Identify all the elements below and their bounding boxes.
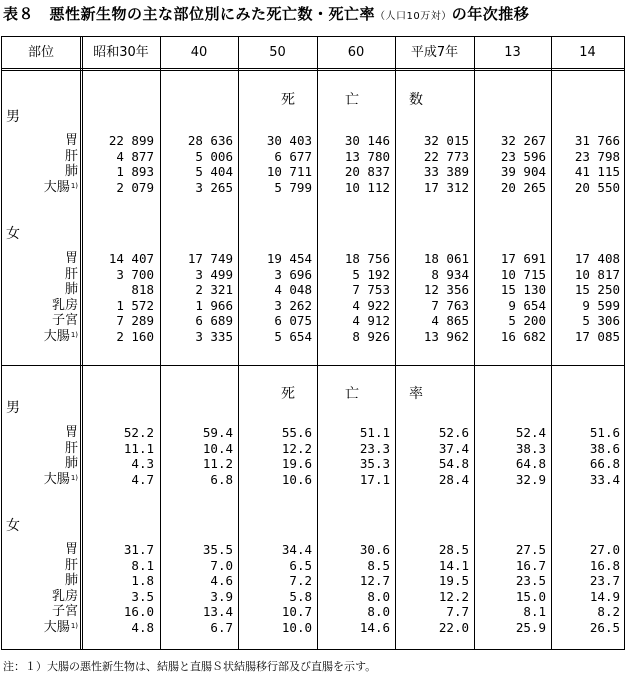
- site-name: 大腸: [43, 471, 70, 487]
- table-cell: 19.6: [281, 456, 312, 472]
- table-cell: 23 596: [500, 148, 546, 164]
- row-label: [2, 251, 78, 267]
- table-cell: 14.6: [359, 620, 390, 635]
- row-label: [2, 180, 78, 196]
- table-row: [2, 251, 624, 267]
- table-cell: 11.1: [123, 440, 154, 456]
- table-cell: 8.1: [131, 557, 154, 573]
- table-cell: 6 677: [274, 148, 312, 164]
- header-year: 60: [347, 45, 365, 60]
- site-name: 乳房: [51, 297, 78, 313]
- site-name: 大腸: [43, 329, 70, 344]
- table-cell: 6 075: [274, 313, 312, 329]
- row-label: [2, 589, 78, 605]
- row-label: [2, 313, 78, 329]
- footnote-marker: 1): [70, 181, 78, 190]
- table-cell: 4 912: [352, 313, 390, 329]
- table-row: [2, 456, 624, 472]
- table-cell: 14.9: [589, 588, 620, 604]
- table-row: [2, 425, 624, 441]
- header-year: 昭和30年: [93, 45, 149, 60]
- table-cell: 5 306: [582, 313, 620, 329]
- header-site: 部位: [27, 45, 54, 60]
- row-label: [2, 558, 78, 574]
- header-year: 40: [190, 45, 208, 60]
- table-cell: 15.0: [515, 588, 546, 604]
- table-cell: 16.8: [589, 557, 620, 573]
- table-cell: 23.3: [359, 440, 390, 456]
- table-cell: 1 966: [195, 297, 233, 313]
- table-cell: 16 682: [500, 329, 546, 344]
- header-year: 平成7年: [410, 45, 459, 60]
- table-cell: 14.1: [438, 557, 469, 573]
- table-cell: 23.5: [515, 573, 546, 589]
- table-cell: 19.5: [438, 573, 469, 589]
- table-cell: 52.2: [123, 425, 154, 440]
- table-cell: 7.0: [210, 557, 233, 573]
- footnote: 注：１）大腸の悪性新生物は、結腸と直腸Ｓ状結腸移行部及び直腸を示す。: [3, 660, 377, 673]
- table-cell: 5 192: [352, 266, 390, 282]
- row-label: [2, 329, 78, 345]
- table-cell: 28 636: [187, 133, 233, 148]
- site-name: 胃: [64, 425, 78, 440]
- table-cell: 10 112: [344, 179, 390, 195]
- table-cell: 41 115: [574, 164, 620, 180]
- table-cell: 12.7: [359, 573, 390, 589]
- mortality-table: [1, 36, 625, 650]
- table-cell: 34.4: [281, 542, 312, 557]
- row-label: [2, 456, 78, 472]
- table-row: [2, 164, 624, 180]
- table-cell: 52.6: [438, 425, 469, 440]
- table-cell: 30 403: [266, 133, 312, 148]
- title-suffix: の年次推移: [451, 5, 530, 23]
- table-row: [2, 329, 624, 345]
- table-cell: 3 262: [274, 297, 312, 313]
- table-cell: 6 689: [195, 313, 233, 329]
- table-cell: 15 130: [500, 282, 546, 298]
- table-cell: 5.8: [289, 588, 312, 604]
- table-cell: 28.4: [438, 471, 469, 487]
- table-cell: 8 934: [431, 266, 469, 282]
- site-name: 肝: [64, 440, 78, 456]
- table-cell: 3 265: [195, 179, 233, 195]
- section-divider: [2, 365, 624, 366]
- table-cell: 18 756: [344, 251, 390, 266]
- table-cell: 7.2: [289, 573, 312, 589]
- table-cell: 8.2: [597, 604, 620, 620]
- table-row: [2, 589, 624, 605]
- table-cell: 3.5: [131, 588, 154, 604]
- row-label: [2, 604, 78, 620]
- table-cell: 9 654: [508, 297, 546, 313]
- table-cell: 5 200: [508, 313, 546, 329]
- table-cell: 4 922: [352, 297, 390, 313]
- footnote-marker: 1): [70, 622, 78, 630]
- table-cell: 23.7: [589, 573, 620, 589]
- table-cell: 3.9: [210, 588, 233, 604]
- table-cell: 10.6: [281, 471, 312, 487]
- table-cell: 1.8: [131, 573, 154, 589]
- table-cell: 10 711: [266, 164, 312, 180]
- table-cell: 2 160: [116, 329, 154, 344]
- table-cell: 17 085: [574, 329, 620, 344]
- table-cell: 11.2: [202, 456, 233, 472]
- table-cell: 10 817: [574, 266, 620, 282]
- sex-label: 女: [6, 518, 20, 534]
- row-label: [2, 573, 78, 589]
- table-cell: 28.5: [438, 542, 469, 557]
- table-cell: 10.4: [202, 440, 233, 456]
- site-name: 肝: [64, 266, 78, 282]
- table-cell: 52.4: [515, 425, 546, 440]
- table-cell: 3 335: [195, 329, 233, 344]
- table-cell: 38.3: [515, 440, 546, 456]
- table-cell: 10.7: [281, 604, 312, 620]
- table-cell: 4.7: [131, 471, 154, 487]
- row-label: [2, 282, 78, 298]
- table-cell: 4 865: [431, 313, 469, 329]
- header-divider-double: [2, 70, 624, 71]
- table-cell: 14 407: [108, 251, 154, 266]
- table-cell: 23 798: [574, 148, 620, 164]
- site-name: 肝: [64, 557, 78, 573]
- table-cell: 66.8: [589, 456, 620, 472]
- table-cell: 35.3: [359, 456, 390, 472]
- sex-label: 男: [6, 109, 20, 125]
- table-cell: 2 079: [116, 179, 154, 195]
- table-cell: 8.0: [367, 604, 390, 620]
- table-cell: 13.4: [202, 604, 233, 620]
- site-name: 胃: [64, 542, 78, 557]
- table-cell: 818: [131, 282, 154, 298]
- table-cell: 13 780: [344, 148, 390, 164]
- table-row: [2, 180, 624, 196]
- table-cell: 38.6: [589, 440, 620, 456]
- table-cell: 16.0: [123, 604, 154, 620]
- table-cell: 20 550: [574, 179, 620, 195]
- table-cell: 1 572: [116, 297, 154, 313]
- header-year: 14: [579, 45, 596, 60]
- table-cell: 37.4: [438, 440, 469, 456]
- table-cell: 7.7: [446, 604, 469, 620]
- table-cell: 12.2: [281, 440, 312, 456]
- table-cell: 4 048: [274, 282, 312, 298]
- table-cell: 31 766: [574, 133, 620, 148]
- table-cell: 6.5: [289, 557, 312, 573]
- table-row: [2, 573, 624, 589]
- table-cell: 32 267: [500, 133, 546, 148]
- table-cell: 10 715: [500, 266, 546, 282]
- table-cell: 20 837: [344, 164, 390, 180]
- table-row: [2, 313, 624, 329]
- row-label: [2, 149, 78, 165]
- site-name: 肺: [64, 282, 78, 298]
- table-cell: 64.8: [515, 456, 546, 472]
- footnote-marker: 1): [70, 331, 78, 339]
- table-cell: 8.0: [367, 588, 390, 604]
- table-row: [2, 298, 624, 314]
- table-cell: 35.5: [202, 542, 233, 557]
- table-cell: 8 926: [352, 329, 390, 344]
- table-cell: 5 006: [195, 148, 233, 164]
- table-cell: 51.1: [359, 425, 390, 440]
- table-cell: 5 654: [274, 329, 312, 344]
- table-cell: 17 408: [574, 251, 620, 266]
- table-cell: 22 899: [108, 133, 154, 148]
- table-cell: 13 962: [423, 329, 469, 344]
- row-label: [2, 425, 78, 441]
- table-cell: 54.8: [438, 456, 469, 472]
- table-cell: 26.5: [589, 620, 620, 635]
- sex-label: 男: [6, 400, 20, 416]
- table-row: [2, 282, 624, 298]
- table-cell: 30 146: [344, 133, 390, 148]
- sex-label: 女: [6, 226, 20, 242]
- table-cell: 8.5: [367, 557, 390, 573]
- table-cell: 51.6: [589, 425, 620, 440]
- site-name: 肺: [64, 164, 78, 180]
- table-cell: 7 753: [352, 282, 390, 298]
- site-name: 肺: [64, 456, 78, 472]
- row-label: [2, 133, 78, 149]
- row-label: [2, 267, 78, 283]
- table-cell: 30.6: [359, 542, 390, 557]
- row-label: [2, 620, 78, 636]
- table-cell: 5 404: [195, 164, 233, 180]
- site-name: 大腸: [43, 179, 70, 195]
- table-cell: 19 454: [266, 251, 312, 266]
- table-cell: 7 289: [116, 313, 154, 329]
- row-label: [2, 164, 78, 180]
- table-cell: 33.4: [589, 471, 620, 487]
- table-cell: 17 691: [500, 251, 546, 266]
- table-cell: 4.8: [131, 620, 154, 635]
- table-cell: 6.8: [210, 471, 233, 487]
- table-cell: 55.6: [281, 425, 312, 440]
- table-cell: 6.7: [210, 620, 233, 635]
- row-label: [2, 542, 78, 558]
- header-year: 13: [504, 45, 521, 60]
- table-cell: 7 763: [431, 297, 469, 313]
- table-cell: 3 499: [195, 266, 233, 282]
- table-cell: 25.9: [515, 620, 546, 635]
- table-cell: 9 599: [582, 297, 620, 313]
- table-row: [2, 472, 624, 488]
- table-cell: 32.9: [515, 471, 546, 487]
- row-label: [2, 472, 78, 488]
- table-cell: 4.3: [131, 456, 154, 472]
- table-row: [2, 604, 624, 620]
- table-cell: 31.7: [123, 542, 154, 557]
- row-label: [2, 298, 78, 314]
- table-cell: 22.0: [438, 620, 469, 635]
- table-row: [2, 149, 624, 165]
- table-row: [2, 441, 624, 457]
- table-cell: 59.4: [202, 425, 233, 440]
- table-cell: 12 356: [423, 282, 469, 298]
- section-title: 死 亡 率: [281, 386, 425, 402]
- table-cell: 4.6: [210, 573, 233, 589]
- table-cell: 18 061: [423, 251, 469, 266]
- table-cell: 3 700: [116, 266, 154, 282]
- site-name: 胃: [64, 133, 78, 148]
- row-label: [2, 441, 78, 457]
- table-cell: 22 773: [423, 148, 469, 164]
- title-note: （人口10万対）: [375, 11, 452, 22]
- site-name: 肝: [64, 148, 78, 164]
- table-cell: 12.2: [438, 588, 469, 604]
- table-cell: 8.1: [523, 604, 546, 620]
- table-cell: 20 265: [500, 179, 546, 195]
- table-cell: 27.5: [515, 542, 546, 557]
- header-divider: [2, 68, 624, 69]
- header-year: 50: [269, 45, 286, 60]
- table-cell: 10.0: [281, 620, 312, 635]
- table-cell: 27.0: [589, 542, 620, 557]
- table-cell: 15 250: [574, 282, 620, 298]
- site-name: 子宮: [51, 604, 78, 620]
- table-cell: 32 015: [423, 133, 469, 148]
- section-title: 死 亡 数: [281, 92, 425, 108]
- footnote-marker: 1): [70, 473, 78, 482]
- page-title: [3, 3, 529, 24]
- table-cell: 2 321: [195, 282, 233, 298]
- table-row: [2, 133, 624, 149]
- table-cell: 39 904: [500, 164, 546, 180]
- site-name: 大腸: [43, 620, 70, 635]
- table-cell: 1 893: [116, 164, 154, 180]
- table-row: [2, 267, 624, 283]
- table-cell: 16.7: [515, 557, 546, 573]
- table-cell: 33 389: [423, 164, 469, 180]
- table-cell: 17 312: [423, 179, 469, 195]
- table-cell: 5 799: [274, 179, 312, 195]
- title-main: 表８ 悪性新生物の主な部位別にみた死亡数・死亡率: [3, 5, 376, 23]
- table-row: [2, 620, 624, 636]
- table-row: [2, 542, 624, 558]
- site-name: 肺: [64, 573, 78, 589]
- table-row: [2, 558, 624, 574]
- site-name: 乳房: [51, 588, 78, 604]
- site-name: 胃: [64, 251, 78, 266]
- table-cell: 3 696: [274, 266, 312, 282]
- site-name: 子宮: [51, 313, 78, 329]
- table-cell: 17.1: [359, 471, 390, 487]
- table-cell: 4 877: [116, 148, 154, 164]
- table-cell: 17 749: [187, 251, 233, 266]
